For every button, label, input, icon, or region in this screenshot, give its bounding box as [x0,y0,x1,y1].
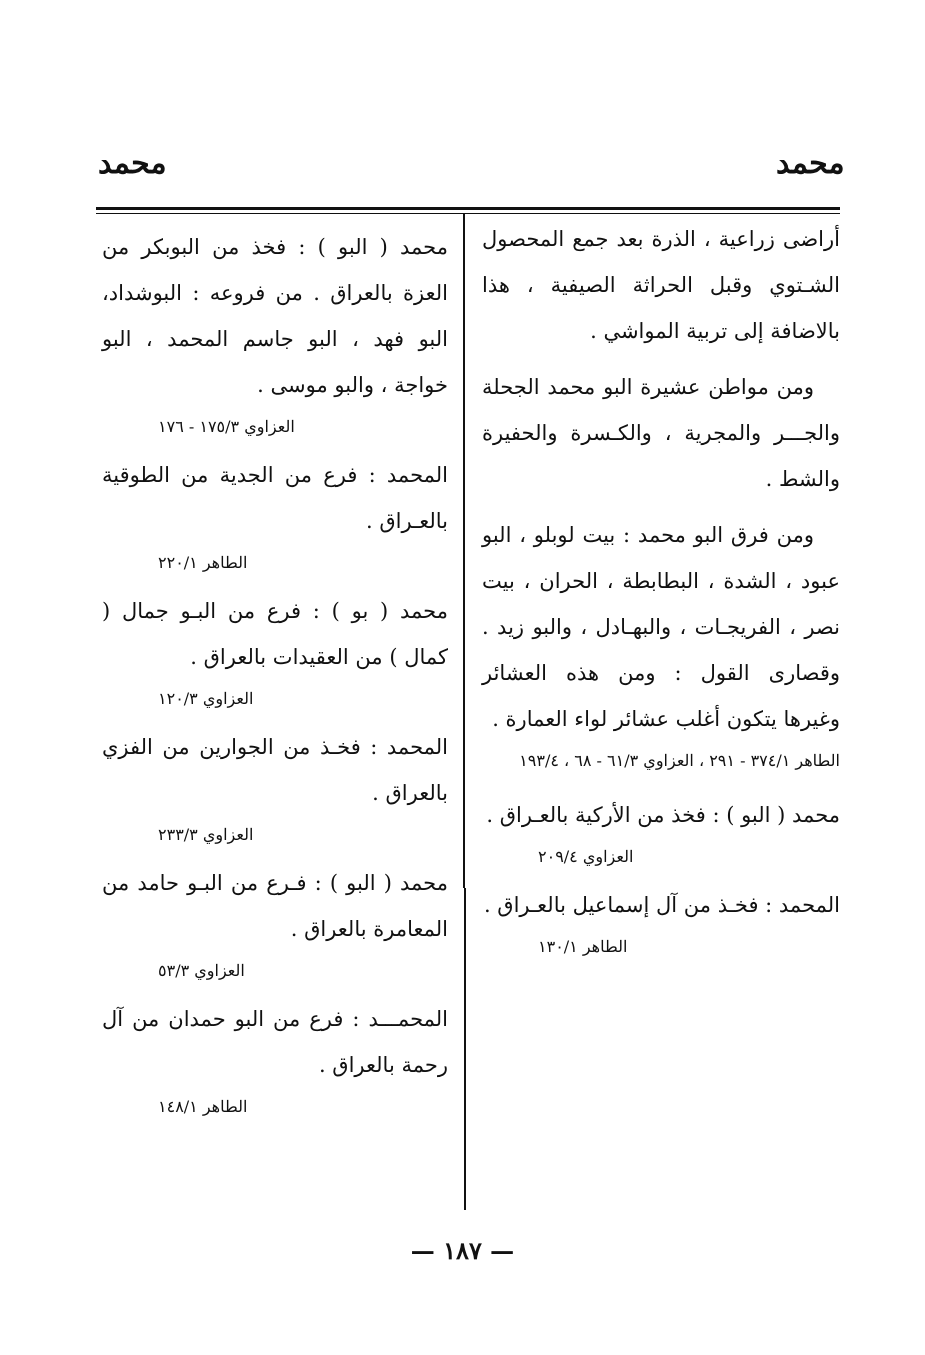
right-column [482,216,840,972]
entry-text: محمد ( بو ) : فرع من البـو جمال ( كمال ) من العقيدات بالعراق . [102,599,448,669]
header-rule-thin [96,213,840,214]
entry [102,724,448,850]
paragraph: أراضى زراعية ، الذرة بعد جمع المحصول الشـتوي وقبل الحراثة الصيفية ، هذا بالاضافة إلى تربية المواشي . [482,227,840,343]
entry [102,224,448,442]
entry-text: المحمد : فخـذ من الجوارين من الفزي بالعراق . [102,735,448,805]
column-divider-upper [463,214,465,888]
reference-citation: العزاوي ١٧٥/٣ - ١٧٦ [158,417,295,436]
entry [102,588,448,714]
entry-text: محمد ( البو ) : فخذ من البوبكر من العزة بالعراق . من فروعه : البوشداد، البو فهد ، البو جاسم المحمد ، البو خواجة ، والبو موسى . [102,235,448,397]
entry-text: محمد ( البو ) : فخذ من الأركية بالعـراق . [486,803,840,827]
header-rule-thick [96,207,840,210]
paragraph: ومن مواطن عشيرة البو محمد الجحلة والجـــر والمجرية ، والكـسرة والحفيرة والشط . [482,375,840,491]
entry [482,882,840,962]
page-number: — ١٨٧ — [410,1236,515,1265]
reference-citation: العزاوي ٢٣٣/٣ [158,825,254,844]
column-divider-lower [464,888,466,1210]
entry-text: المحمد : فرع من الجدية من الطوقية بالعـراق . [102,463,448,533]
left-column [102,224,448,1132]
reference-citation: الطاهر ٢٢٠/١ [158,553,248,572]
entry [102,860,448,986]
running-header-left: محمد [98,146,167,181]
reference-citation: الطاهر ١٣٠/١ [538,937,628,956]
entry-text: المحمـــد : فرع من البو حمدان من آل رحمة بالعراق . [102,1007,448,1077]
paragraph: ومن فرق البو محمد : بيت لوبلو ، البو عبود ، الشدة ، البطابطة ، الحران ، بيت نصر ، الفريجـات ، والبهـادل ، والبو زيد . وقصارى القول : ومن هذه العشائر وغيرها يتكون أغلب عشائر لواء العمارة . [482,523,840,731]
entry [102,996,448,1122]
entry [102,452,448,578]
running-header-right: محمد [776,146,845,181]
reference-citation: العزاوي ٢٠٩/٤ [538,847,634,866]
reference-citation: العزاوي ٥٣/٣ [158,961,245,980]
entry-text: محمد ( البو ) : فـرع من البـو حامد من المعامرة بالعراق . [102,871,448,941]
entry [482,792,840,872]
entry-text: المحمد : فخـذ من آل إسماعيل بالعـراق . [483,893,840,917]
reference-citation: الطاهر ٣٧٤/١ - ٢٩١ ، العزاوي ٦١/٣ - ٦٨ ، ١٩٣/٤ [519,751,840,770]
reference-citation: الطاهر ١٤٨/١ [158,1097,248,1116]
reference-citation: العزاوي ١٢٠/٣ [158,689,254,708]
